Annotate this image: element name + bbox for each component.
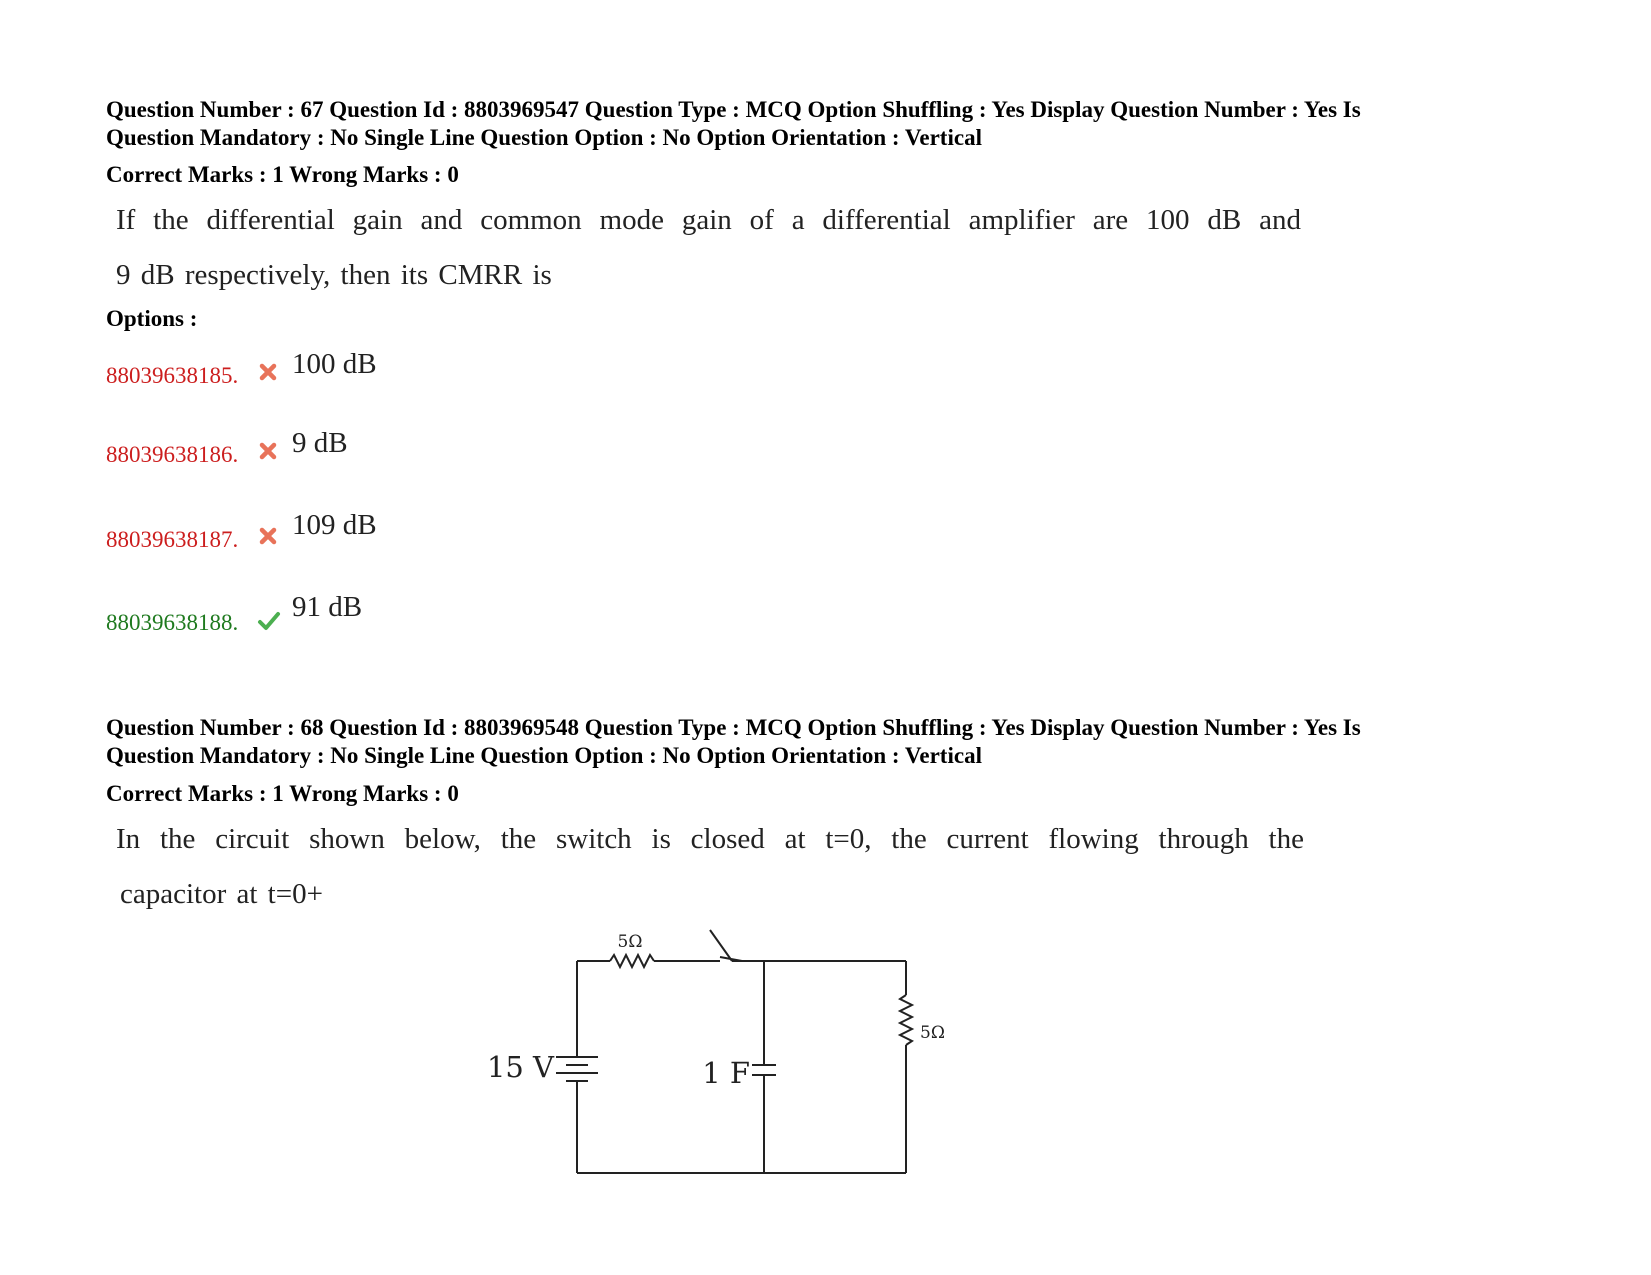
- cross-icon: [258, 362, 278, 382]
- resistor-right: [900, 995, 912, 1045]
- option-id: 88039638188.: [106, 610, 239, 635]
- option-text[interactable]: 9 dB: [292, 427, 348, 459]
- cross-icon: [258, 526, 278, 546]
- capacitor-label: 1 F: [702, 1056, 750, 1090]
- q68-meta-line1: Question Number : 68 Question Id : 8803969548 Question Type : MCQ Option Shuffling : Yes Display Question Number : Yes Is: [106, 715, 1361, 740]
- resistor-right-label: 5Ω: [920, 1023, 945, 1043]
- option-text[interactable]: 91 dB: [292, 591, 363, 623]
- check-icon: [257, 610, 281, 632]
- cross-icon: [258, 441, 278, 461]
- q67-text-line2: 9 dB respectively, then its CMRR is: [116, 259, 552, 291]
- option-text[interactable]: 109 dB: [292, 509, 377, 541]
- resistor-top: [610, 955, 654, 967]
- q67-marks: Correct Marks : 1 Wrong Marks : 0: [106, 162, 459, 187]
- q68-marks: Correct Marks : 1 Wrong Marks : 0: [106, 781, 459, 806]
- option-id: 88039638186.: [106, 442, 239, 467]
- option-id: 88039638187.: [106, 527, 239, 552]
- option-id: 88039638185.: [106, 363, 239, 388]
- resistor-top-label: 5Ω: [617, 932, 643, 952]
- option-text[interactable]: 100 dB: [292, 348, 377, 380]
- q67-meta: [106, 96, 1526, 152]
- q68-text-line2: capacitor at t=0+: [120, 878, 323, 910]
- q68-meta: [106, 714, 1526, 770]
- q67-text-line1: If the differential gain and common mode gain of a differential amplifier are 100 dB and: [116, 204, 1301, 236]
- circuit-diagram: [470, 925, 990, 1195]
- q67-meta-line2: Question Mandatory : No Single Line Question Option : No Option Orientation : Vertical: [106, 125, 982, 150]
- source-label: 15 V: [486, 1050, 554, 1084]
- q68-text-line1: In the circuit shown below, the switch is closed at t=0, the current flowing through the: [116, 823, 1304, 855]
- q67-meta-line1: Question Number : 67 Question Id : 8803969547 Question Type : MCQ Option Shuffling : Yes Display Question Number : Yes Is: [106, 97, 1361, 122]
- q67-options-label: Options :: [106, 306, 198, 331]
- q68-meta-line2: Question Mandatory : No Single Line Question Option : No Option Orientation : Vertical: [106, 743, 982, 768]
